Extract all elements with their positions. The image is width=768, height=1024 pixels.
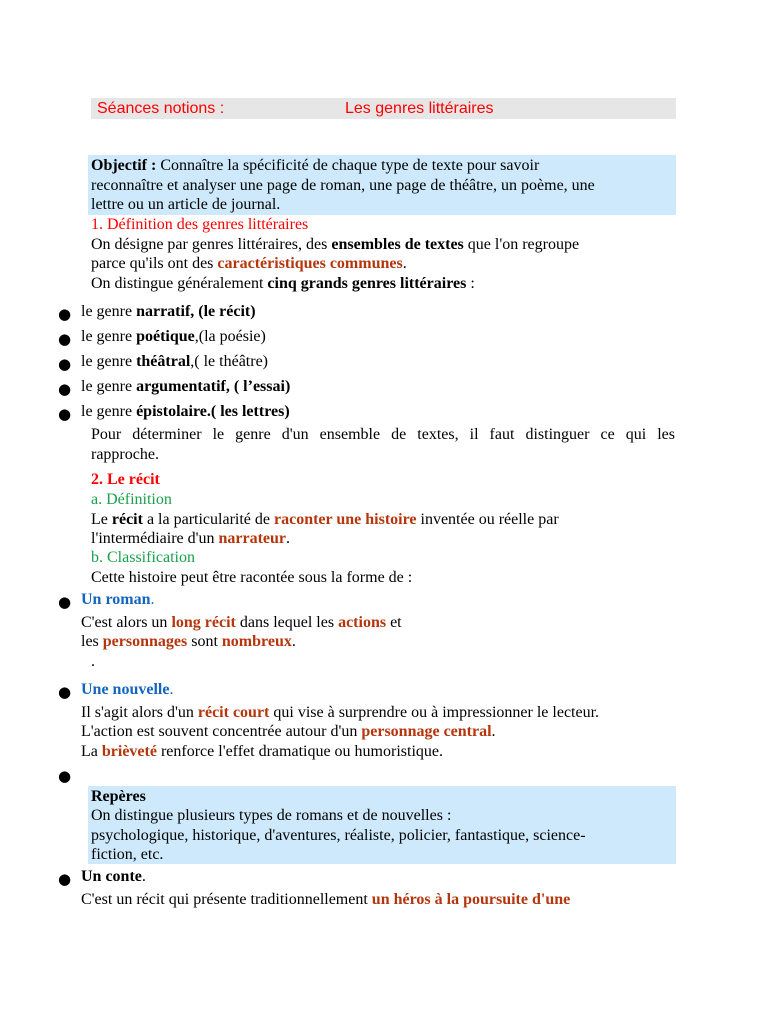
bullet-icon: ●: [58, 767, 72, 785]
determine-line-2: rapproche.: [91, 446, 159, 463]
roman-line-2: les personnages sont nombreux.: [81, 633, 296, 650]
objective-label: Objectif :: [91, 157, 157, 174]
genre-item-narratif: le genre narratif, (le récit): [81, 303, 256, 320]
roman-line-3: .: [91, 653, 95, 670]
reperes-line-3: fiction, etc.: [91, 846, 164, 863]
objective-line-1: Objectif : Connaître la spécificité de chaque type de texte pour savoir: [91, 157, 540, 174]
reperes-line-2: psychologique, historique, d'aventures, réaliste, policier, fantastique, science-: [91, 827, 586, 844]
reperes-title: Repères: [91, 788, 146, 805]
conte-line-1: C'est un récit qui présente traditionnellement un héros à la poursuite d'une: [81, 891, 571, 908]
genre-item-theatral: le genre théâtral,( le théâtre): [81, 353, 269, 370]
conte-title: Un conte.: [81, 868, 146, 885]
definition-line-2: l'intermédiaire d'un narrateur.: [91, 530, 291, 547]
bullet-icon: ●: [58, 380, 72, 398]
genre-item-epistolaire: le genre épistolaire.( les lettres): [81, 403, 290, 420]
roman-line-1: C'est alors un long récit dans lequel les actions et: [81, 614, 402, 631]
nouvelle-line-3: La brièveté renforce l'effet dramatique ou humoristique.: [81, 743, 443, 760]
section1-title: 1. Définition des genres littéraires: [91, 216, 309, 233]
genre-item-argumentatif: le genre argumentatif, ( l’essai): [81, 378, 291, 395]
reperes-box: [88, 786, 676, 864]
nouvelle-line-1: Il s'agit alors d'un récit court qui vise à surprendre ou à impressionner le lecteur.: [81, 704, 600, 721]
genre-item-poetique: le genre poétique,(la poésie): [81, 328, 266, 345]
nouvelle-title: Une nouvelle.: [81, 681, 174, 698]
section1-paragraph-line-1: On désigne par genres littéraires, des ensembles de textes que l'on regroupe: [91, 236, 580, 253]
bullet-icon: ●: [58, 305, 72, 323]
bullet-icon: ●: [58, 870, 72, 888]
bullet-icon: ●: [58, 330, 72, 348]
subsection-classification-title: b. Classification: [91, 549, 195, 566]
bullet-icon: ●: [58, 593, 72, 611]
classification-text: Cette histoire peut être racontée sous la forme de :: [91, 569, 413, 586]
definition-line-1: Le récit a la particularité de raconter une histoire inventée ou réelle par: [91, 511, 559, 528]
determine-line-1: Pour déterminer le genre d'un ensemble de textes, il faut distinguer ce qui les: [91, 426, 675, 443]
subsection-definition-title: a. Définition: [91, 491, 172, 508]
bullet-icon: ●: [58, 355, 72, 373]
header-left: Séances notions :: [97, 100, 225, 117]
reperes-line-1: On distingue plusieurs types de romans et de nouvelles :: [91, 807, 452, 824]
nouvelle-line-2: L'action est souvent concentrée autour d'un personnage central.: [81, 723, 496, 740]
bullet-icon: ●: [58, 683, 72, 701]
objective-line-3: lettre ou un article de journal.: [91, 196, 281, 213]
objective-line-2: reconnaître et analyser une page de roman, une page de théâtre, un poème, une: [91, 177, 595, 194]
section1-paragraph-line-2: parce qu'ils ont des caractéristiques communes.: [91, 255, 407, 272]
section2-title: 2. Le récit: [91, 471, 160, 488]
roman-title: Un roman.: [81, 591, 155, 608]
header-title: Les genres littéraires: [345, 100, 494, 117]
bullet-icon: ●: [58, 405, 72, 423]
section1-paragraph-line-3: On distingue généralement cinq grands genres littéraires :: [91, 275, 475, 292]
